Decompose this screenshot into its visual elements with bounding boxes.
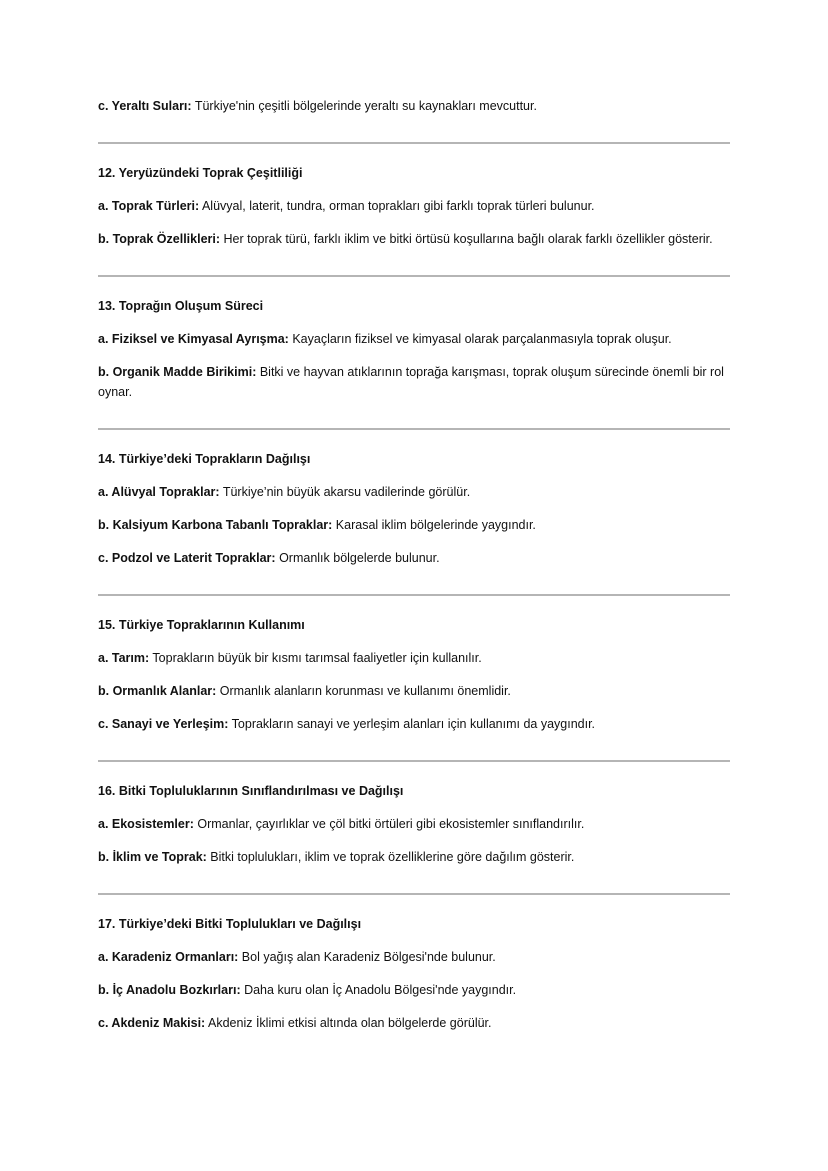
section-heading: 12. Yeryüzündeki Toprak Çeşitliliği <box>98 166 303 180</box>
item-label: b. Toprak Özellikleri: <box>98 232 221 246</box>
item-text: Akdeniz İklimi etkisi altında olan bölgelerde görülür. <box>205 1016 492 1030</box>
item-label: b. İç Anadolu Bozkırları: <box>98 983 241 997</box>
list-item <box>98 329 730 349</box>
section-13 <box>98 277 730 402</box>
item-text: Türkiye’nin büyük akarsu vadilerinde görülür. <box>219 485 471 499</box>
list-item <box>98 362 730 402</box>
list-item <box>98 681 730 701</box>
list-item <box>98 482 730 502</box>
section-15 <box>98 596 730 734</box>
section-16 <box>98 762 730 867</box>
item-label: a. Ekosistemler: <box>98 817 194 831</box>
list-item <box>98 714 730 734</box>
section-12 <box>98 144 730 249</box>
item-text: Ormanlık bölgelerde bulunur. <box>275 551 440 565</box>
section-heading: 14. Türkiye’deki Toprakların Dağılışı <box>98 452 311 466</box>
item-label: a. Alüvyal Topraklar: <box>98 485 220 499</box>
item-label: b. Organik Madde Birikimi: <box>98 365 257 379</box>
item-label: a. Toprak Türleri: <box>98 199 200 213</box>
list-item <box>98 548 730 568</box>
list-item <box>98 847 730 867</box>
section-heading: 16. Bitki Topluluklarının Sınıflandırılması ve Dağılışı <box>98 784 404 798</box>
list-item <box>98 980 730 1000</box>
item-label: b. Ormanlık Alanlar: <box>98 684 217 698</box>
list-item <box>98 196 730 216</box>
item-label: c. Podzol ve Laterit Topraklar: <box>98 551 276 565</box>
item-text: Bitki toplulukları, iklim ve toprak özelliklerine göre dağılım gösterir. <box>206 850 575 864</box>
item-label: a. Tarım: <box>98 651 150 665</box>
list-item <box>98 229 730 249</box>
item-text: Ormanlık alanların korunması ve kullanımı önemlidir. <box>216 684 511 698</box>
list-item <box>98 648 730 668</box>
section-heading: 13. Toprağın Oluşum Süreci <box>98 299 264 313</box>
list-item <box>98 1013 730 1033</box>
item-text: Bitki ve hayvan atıklarının toprağa karışması, toprak oluşum sürecinde önemli bir rol oynar. <box>98 365 724 399</box>
section-17 <box>98 895 730 1033</box>
document-page <box>98 96 730 1033</box>
list-item <box>98 515 730 535</box>
intro-item-c <box>98 96 730 116</box>
list-item <box>98 814 730 834</box>
item-text: Daha kuru olan İç Anadolu Bölgesi'nde yaygındır. <box>240 983 517 997</box>
section-heading: 15. Türkiye Topraklarının Kullanımı <box>98 618 305 632</box>
section-14 <box>98 430 730 568</box>
item-label: b. Kalsiyum Karbona Tabanlı Topraklar: <box>98 518 333 532</box>
item-text: Her toprak türü, farklı iklim ve bitki örtüsü koşullarına bağlı olarak farklı özellikler gösterir. <box>220 232 713 246</box>
item-text: Toprakların sanayi ve yerleşim alanları için kullanımı da yaygındır. <box>228 717 596 731</box>
item-text: Alüvyal, laterit, tundra, orman toprakları gibi farklı toprak türleri bulunur. <box>199 199 595 213</box>
item-text: Türkiye'nin çeşitli bölgelerinde yeraltı su kaynakları mevcuttur. <box>191 99 537 113</box>
item-text: Ormanlar, çayırlıklar ve çöl bitki örtüleri gibi ekosistemler sınıflandırılır. <box>193 817 585 831</box>
item-label: c. Sanayi ve Yerleşim: <box>98 717 229 731</box>
item-label: c. Akdeniz Makisi: <box>98 1016 206 1030</box>
section-heading: 17. Türkiye’deki Bitki Toplulukları ve Dağılışı <box>98 917 362 931</box>
item-label: a. Fiziksel ve Kimyasal Ayrışma: <box>98 332 289 346</box>
list-item <box>98 947 730 967</box>
item-text: Toprakların büyük bir kısmı tarımsal faaliyetler için kullanılır. <box>149 651 482 665</box>
item-text: Karasal iklim bölgelerinde yaygındır. <box>332 518 536 532</box>
item-label: a. Karadeniz Ormanları: <box>98 950 239 964</box>
item-label: b. İklim ve Toprak: <box>98 850 207 864</box>
item-text: Kayaçların fiziksel ve kimyasal olarak parçalanmasıyla toprak oluşur. <box>288 332 672 346</box>
item-label: c. Yeraltı Suları: <box>98 99 192 113</box>
item-text: Bol yağış alan Karadeniz Bölgesi'nde bulunur. <box>238 950 496 964</box>
